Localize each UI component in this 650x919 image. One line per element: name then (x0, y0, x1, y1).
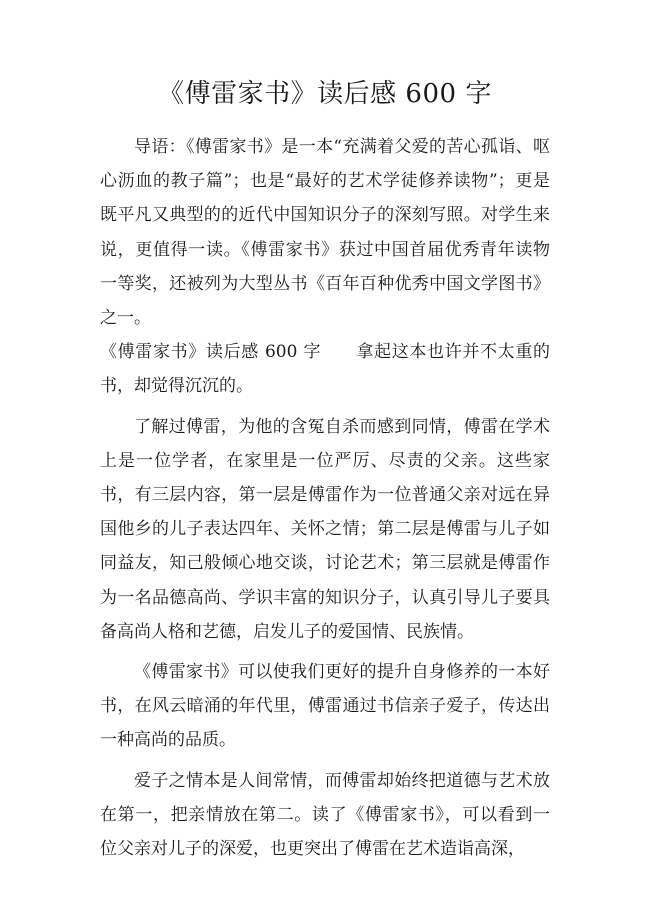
document-title: 《傅雷家书》读后感 600 字 (158, 79, 492, 109)
subheading-paragraph: 《傅雷家书》读后感 600 字 拿起这本也许并不太重的书，却觉得沉沉的。 (100, 342, 550, 397)
intro-paragraph: 导语：《傅雷家书》是一本“充满着父爱的苦心孤诣、呕心沥血的教子篇”；也是“最好的艺术学徒修养读物”；更是既平凡又典型的的近代中国知识分子的深刻写照。对学生来说，更值得一读。《傅雷家书》获过中国首届优秀青年读物一等奖，还被列为大型丛书《百年百种优秀中国文学图书》之一。 (100, 137, 550, 329)
body-paragraph-1: 了解过傅雷，为他的含冤自杀而感到同情，傅雷在学术上是一位学者，在家里是一位严厉、尽责的父亲。这些家书，有三层内容，第一层是傅雷作为一位普通父亲对远在异国他乡的儿子表达四年、关怀之情；第二层是傅雷与儿子如同益友，知己般倾心地交谈，讨论艺术；第三层就是傅雷作为一名品德高尚、学识丰富的知识分子，认真引导儿子要具备高尚人格和艺德，启发儿子的爱国情、民族情。 (100, 416, 550, 642)
body-paragraph-2: 《傅雷家书》可以使我们更好的提升自身修养的一本好书，在风云暗涌的年代里，傅雷通过书信亲子爱子，传达出一种高尚的品质。 (100, 662, 550, 751)
body-paragraph-3: 爱子之情本是人间常情，而傅雷却始终把道德与艺术放在第一，把亲情放在第二。读了《傅雷家书》，可以看到一位父亲对儿子的深爱，也更突出了傅雷在艺术造诣高深， (100, 770, 550, 860)
